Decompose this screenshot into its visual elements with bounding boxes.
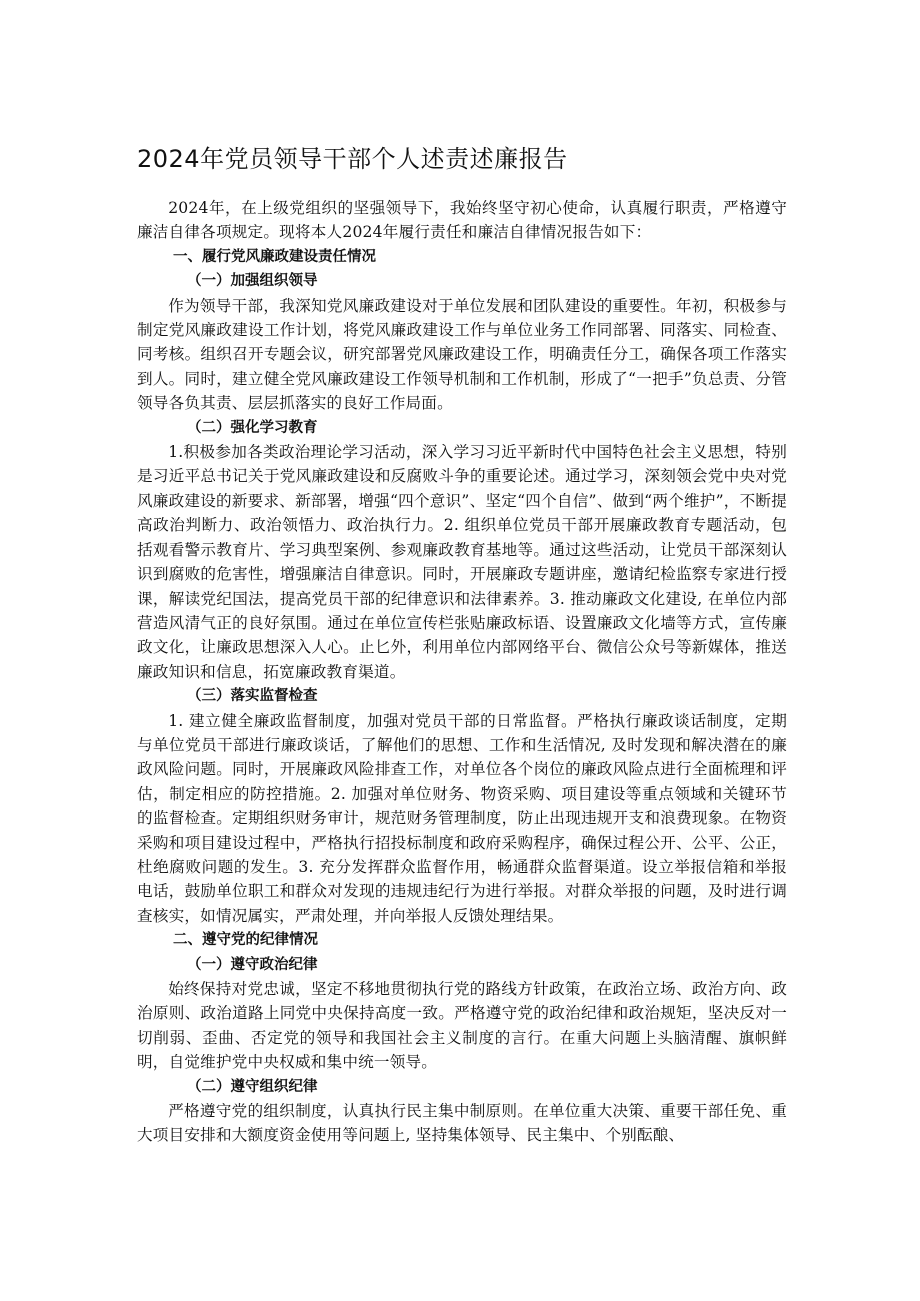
section-2-sub-2-heading: （二）遵守组织纪律: [187, 1078, 318, 1095]
section-1-sub-3-paragraph: 1. 建立健全廉政监督制度，加强对党员干部的日常监督。严格执行廉政谈话制度，定期与单位党员干部进行廉政谈话，了解他们的思想、工作和生活情况, 及时发现和解决潜在的廉政风险问题。同时，开展廉政风险排查工作，对单位各个岗位的廉政风险点进行全面梳理和评估，制定相应的防控措施。2. 加强对单位财务、物资采购、项目建设等重点领域和关键环节的监督检查。定期组织财务审计，规范财务管理制度，防止出现违规开支和浪费现象。在物资采购和项目建设过程中，严格执行招投标制度和政府采购程序，确保过程公开、公平、公正，杜绝腐败问题的发生。3. 充分发挥群众监督作用，畅通群众监督渠道。设立举报信箱和举报电话，鼓励单位职工和群众对发现的违规违纪行为进行举报。对群众举报的问题，及时进行调查核实，如情况属实，严肃处理，并向举报人反馈处理结果。: [137, 711, 787, 925]
section-1-sub-3-heading: （三）落实监督检查: [187, 688, 318, 705]
section-1-sub-2-heading: （二）强化学习教育: [187, 419, 318, 436]
section-2-sub-2-paragraph: 严格遵守党的组织制度，认真执行民主集中制原则。在单位重大决策、重要干部任免、重大项目安排和大额度资金使用等问题上, 坚持集体领导、民主集中、个别酝酿、: [137, 1102, 787, 1145]
section-1-sub-1-paragraph: 作为领导干部，我深知党风廉政建设对于单位发展和团队建设的重要性。年初，积极参与制定党风廉政建设工作计划，将党风廉政建设工作与单位业务工作同部署、同落实、同检查、同考核。组织召开专题会议，研究部署党风廉政建设工作，明确责任分工，确保各项工作落实到人。同时，建立健全党风廉政建设工作领导机制和工作机制，形成了“一把手”负总责、分管领导各负其责、层层抓落实的良好工作局面。: [137, 296, 787, 413]
section-1-sub-1-heading: （一）加强组织领导: [187, 273, 318, 290]
section-1-sub-2-paragraph: 1.积极参加各类政治理论学习活动，深入学习习近平新时代中国特色社会主义思想，特别是习近平总书记关于党风廉政建设和反腐败斗争的重要论述。通过学习，深刻领会党中央对党风廉政建设的新要求、新部署，增强“四个意识”、坚定“四个自信”、做到“两个维护”，不断提高政治判断力、政治领悟力、政治执行力。2. 组织单位党员干部开展廉政教育专题活动，包括观看警示教育片、学习典型案例、参观廉政教育基地等。通过这些活动，让党员干部深刻认识到腐败的危害性，增强廉洁自律意识。同时，开展廉政专题讲座，邀请纪检监察专家进行授课，解读党纪国法，提高党员干部的纪律意识和法律素养。3. 推动廉政文化建设, 在单位内部营造风清气正的良好氛围。通过在单位宣传栏张贴廉政标语、设置廉政文化墙等方式，宣传廉政文化，让廉政思想深入人心。止匕外，利用单位内部网络平台、微信公众号等新媒体，推送廉政知识和信息，拓宽廉政教育渠道。: [137, 443, 787, 681]
intro-paragraph: 2024年，在上级党组织的坚强领导下，我始终坚守初心使命，认真履行职责，严格遵守廉洁自律各项规定。现将本人2024年履行责任和廉洁自律情况报告如下：: [137, 199, 787, 242]
section-2-sub-1-heading: （一）遵守政治纪律: [187, 956, 318, 973]
section-2-sub-1-paragraph: 始终保持对党忠诚，坚定不移地贯彻执行党的路线方针政策，在政治立场、政治方向、政治原则、政治道路上同党中央保持高度一致。严格遵守党的政治纪律和政治规矩，坚决反对一切削弱、歪曲、否定党的领导和我国社会主义制度的言行。在重大问题上头脑清醒、旗帜鲜明，自觉维护党中央权威和集中统一领导。: [137, 980, 787, 1072]
document-body: [137, 196, 787, 1148]
section-2-heading: 二、遵守党的纪律情况: [173, 932, 318, 949]
section-1-heading: 一、履行党风廉政建设责任情况: [173, 248, 376, 265]
document-title: 2024年党员领导干部个人述责述廉报告: [137, 145, 568, 173]
